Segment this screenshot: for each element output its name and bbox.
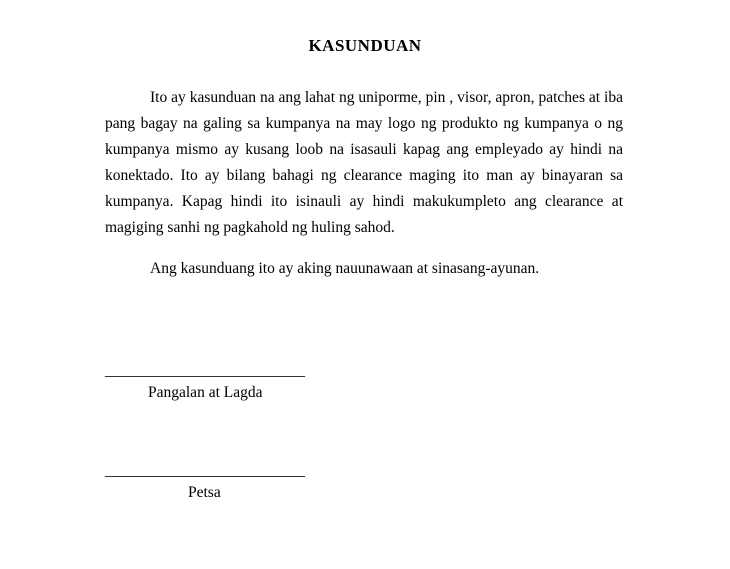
document-title: KASUNDUAN xyxy=(308,36,422,55)
signature-line-date: _________________________ xyxy=(105,462,305,479)
signature-line-name: _________________________ xyxy=(105,362,305,379)
signature-block-date xyxy=(105,462,305,502)
agreement-body-paragraph: Ito ay kasunduan na ang lahat ng uniporme, pin , visor, apron, patches at iba pang bagay na galing sa kumpanya na may logo ng produkto ng kumpanya o ng kumpanya mismo ay kusang loob na isasauli kapag ang empleyado ay hindi na konektado. Ito ay bilang bahagi ng clearance maging ito man ay binayaran sa kumpanya. Kapag hindi ito isinauli ay hindi makukumpleto ang clearance at magiging sanhi ng pagkahold ng huling sahod. xyxy=(105,89,623,236)
agreement-closing-paragraph: Ang kasunduang ito ay aking nauunawaan at sinasang-ayunan. xyxy=(150,260,540,277)
signature-block-name xyxy=(105,362,305,402)
signature-label-name: Pangalan at Lagda xyxy=(148,384,263,401)
signature-label-date: Petsa xyxy=(188,484,221,501)
